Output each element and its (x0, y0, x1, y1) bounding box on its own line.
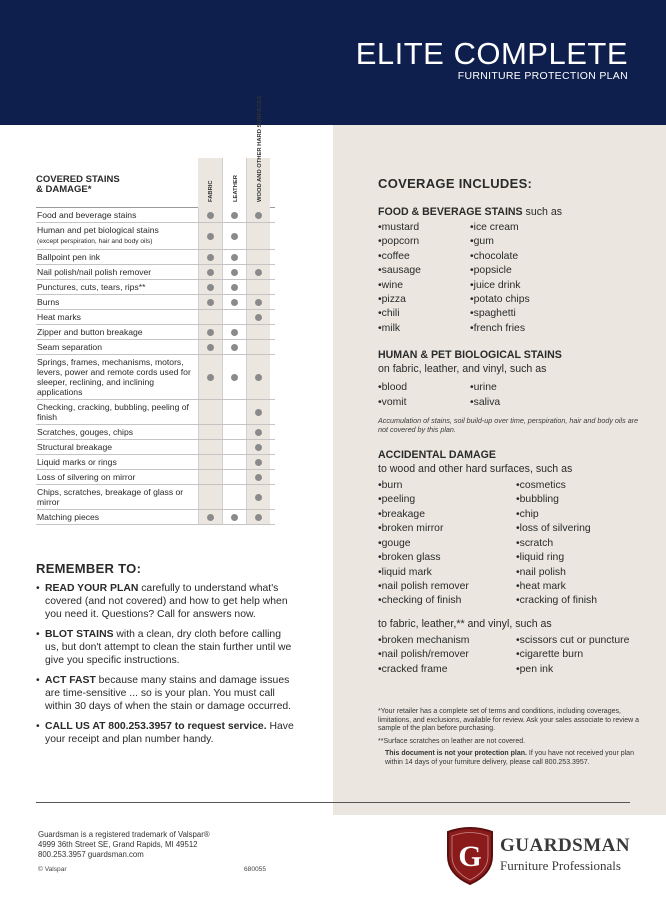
coverage-cell (222, 510, 246, 524)
coverage-cell (198, 295, 222, 309)
food-list-col1 (378, 221, 470, 336)
covered-dot-icon (231, 233, 238, 240)
remember-item-call-us: • CALL US AT 800.253.3957 to request service. Have your receipt and plan number handy. (36, 720, 296, 746)
coverage-cell (222, 208, 246, 222)
stain-type-label: Loss of silvering on mirror (37, 472, 136, 482)
fine-print (378, 708, 644, 772)
table-row (36, 455, 275, 470)
list-item: • saliva (470, 396, 500, 410)
covered-dot-icon (207, 514, 214, 521)
covered-dot-icon (207, 284, 214, 291)
coverage-cell (198, 425, 222, 439)
remember-section (36, 561, 296, 753)
stain-type-label: Human and pet biological stains (except perspiration, hair and body oils) (37, 225, 159, 245)
accidental-hard-list (378, 479, 648, 609)
table-body (36, 208, 275, 525)
guardsman-logo (500, 835, 630, 874)
phone-web-line: 800.253.3957 guardsman.com (38, 850, 144, 859)
table-row (36, 208, 275, 223)
coverage-cell (198, 440, 222, 454)
coverage-cell (222, 223, 246, 249)
list-item: • gouge (378, 537, 516, 551)
list-item: • bubbling (516, 493, 597, 507)
table-header (36, 95, 275, 208)
list-item: • broken mirror (378, 522, 516, 536)
covered-dot-icon (231, 514, 238, 521)
coverage-cell (198, 325, 222, 339)
not-plan-notice: This document is not your protection plan. If you have not received your plan within 14 days of your furniture delivery, please call 800.253.3957. (385, 750, 634, 766)
coverage-cell (222, 265, 246, 279)
list-item: • broken glass (378, 551, 516, 565)
leather-scratch-note: **Surface scratches on leather are not covered. (378, 737, 526, 745)
food-list-col2 (470, 221, 530, 336)
list-item: • scissors cut or puncture (516, 634, 629, 648)
covered-dot-icon (255, 444, 262, 451)
coverage-cell (198, 355, 222, 399)
covered-dot-icon (207, 329, 214, 336)
accidental-soft-subheading: to fabric, leather,** and vinyl, such as (378, 617, 552, 630)
list-item: • checking of finish (378, 594, 516, 608)
covered-dot-icon (255, 374, 262, 381)
covered-dot-icon (231, 254, 238, 261)
list-item: • gum (470, 235, 530, 249)
plan-title: ELITE COMPLETE (355, 36, 628, 71)
coverage-cell (246, 470, 270, 484)
coverage-cell (198, 400, 222, 424)
list-item: • nail polish/remover (378, 648, 516, 662)
accidental-damage-subheading: to wood and other hard surfaces, such as (378, 463, 573, 476)
column-header-wood: WOOD AND OTHER HARD SURFACES (246, 158, 270, 208)
coverage-cell (222, 250, 246, 264)
human-stains-heading: HUMAN & PET BIOLOGICAL STAINS (378, 349, 562, 362)
coverage-cell (222, 440, 246, 454)
list-item: • pizza (378, 293, 470, 307)
remember-item-act-fast: • ACT FAST because many stains and damage issues are time-sensitive ... so is your plan. You must call within 30 days of when the stain or damage occurred. (36, 674, 296, 713)
table-row (36, 425, 275, 440)
coverage-cell (246, 223, 270, 249)
table-row (36, 325, 275, 340)
stain-type-label: Liquid marks or rings (37, 457, 117, 467)
covered-dot-icon (255, 429, 262, 436)
coverage-cell (222, 400, 246, 424)
coverage-cell (222, 470, 246, 484)
stain-type-label: Checking, cracking, bubbling, peeling of finish (37, 402, 189, 422)
coverage-cell (222, 325, 246, 339)
accidental-list-col1 (378, 479, 516, 609)
covered-dot-icon (231, 269, 238, 276)
human-list-col2 (470, 381, 500, 410)
coverage-cell (222, 455, 246, 469)
coverage-cell (246, 440, 270, 454)
coverage-cell (222, 485, 246, 509)
list-item: • popsicle (470, 264, 530, 278)
list-item: • mustard (378, 221, 470, 235)
stain-type-label: Matching pieces (37, 512, 100, 522)
list-item: • chili (378, 307, 470, 321)
stain-type-label: Burns (37, 297, 60, 307)
table-row (36, 223, 275, 250)
header-banner (0, 0, 666, 125)
list-item: • cosmetics (516, 479, 597, 493)
footer-divider (36, 802, 630, 803)
covered-dot-icon (231, 299, 238, 306)
human-list-col1 (378, 381, 470, 410)
covered-dot-icon (255, 494, 262, 501)
stain-type-label: Chips, scratches, breakage of glass or mirror (37, 487, 184, 507)
list-item: • wine (378, 279, 470, 293)
coverage-cell (198, 250, 222, 264)
coverage-cell (222, 340, 246, 354)
covered-dot-icon (207, 299, 214, 306)
table-row (36, 310, 275, 325)
coverage-cell (246, 340, 270, 354)
list-item: • chip (516, 508, 597, 522)
human-stains-subheading: on fabric, leather, and vinyl, such as (378, 363, 547, 376)
coverage-cell (246, 208, 270, 222)
copyright-text: © Valspar (38, 866, 67, 873)
stain-type-label: Punctures, cuts, tears, rips** (37, 282, 146, 292)
food-stains-list (378, 221, 648, 336)
list-item: • popcorn (378, 235, 470, 249)
list-item: • pen ink (516, 663, 629, 677)
list-item: • blood (378, 381, 470, 395)
coverage-cell (246, 325, 270, 339)
remember-item-read-plan: • READ YOUR PLAN carefully to understand what's covered (and not covered) and how to get help when you need it. Questions? Call for answers now. (36, 582, 296, 621)
covered-dot-icon (255, 269, 262, 276)
document-code: 680055 (244, 866, 267, 873)
list-item: • cigarette burn (516, 648, 629, 662)
coverage-cell (198, 470, 222, 484)
list-item: • ice cream (470, 221, 530, 235)
coverage-cell (222, 425, 246, 439)
covered-dot-icon (207, 269, 214, 276)
stain-type-label: Heat marks (37, 312, 81, 322)
list-item: • potato chips (470, 293, 530, 307)
coverage-cell (222, 355, 246, 399)
list-item: • loss of silvering (516, 522, 597, 536)
stain-type-label: Zipper and button breakage (37, 327, 143, 337)
coverage-cell (246, 265, 270, 279)
covered-stains-table (36, 95, 275, 525)
human-stains-note: Accumulation of stains, soil build-up over time, perspiration, hair and body oils are not covered by this plan. (378, 416, 639, 435)
coverage-cell (246, 310, 270, 324)
coverage-cell (246, 355, 270, 399)
covered-dot-icon (255, 459, 262, 466)
covered-dot-icon (207, 212, 214, 219)
coverage-cell (198, 340, 222, 354)
table-row (36, 295, 275, 310)
plan-subtitle: FURNITURE PROTECTION PLAN (457, 70, 628, 82)
logo-brand: GUARDSMAN (500, 835, 631, 856)
list-item: • burn (378, 479, 516, 493)
stain-type-label: Springs, frames, mechanisms, motors, levers, power and remote cords used for sleeper, reclining, and inclining applications (37, 357, 191, 397)
coverage-cell (198, 310, 222, 324)
list-item: • french fries (470, 322, 530, 336)
covered-dot-icon (231, 212, 238, 219)
coverage-cell (246, 425, 270, 439)
list-item: • broken mechanism (378, 634, 516, 648)
coverage-cell (198, 485, 222, 509)
table-row (36, 440, 275, 455)
stain-type-label: Ballpoint pen ink (37, 252, 101, 262)
covered-dot-icon (231, 329, 238, 336)
coverage-cell (246, 455, 270, 469)
covered-dot-icon (231, 284, 238, 291)
trademark-line: Guardsman is a registered trademark of Valspar® (38, 830, 210, 839)
coverage-cell (246, 280, 270, 294)
stain-type-label: Structural breakage (37, 442, 112, 452)
covered-dot-icon (255, 474, 262, 481)
covered-dot-icon (207, 344, 214, 351)
list-item: • scratch (516, 537, 597, 551)
covered-dot-icon (231, 344, 238, 351)
coverage-cell (198, 208, 222, 222)
stain-type-label: Scratches, gouges, chips (37, 427, 134, 437)
coverage-cell (198, 265, 222, 279)
accidental-list-col4 (516, 634, 629, 677)
table-row (36, 250, 275, 265)
logo-tagline: Furniture Professionals (500, 858, 621, 873)
list-item: • spaghetti (470, 307, 530, 321)
list-item: • cracking of finish (516, 594, 597, 608)
covered-dot-icon (207, 254, 214, 261)
column-header-leather: LEATHER (222, 158, 246, 208)
coverage-cell (246, 295, 270, 309)
coverage-cell (246, 250, 270, 264)
remember-item-blot-stains: • BLOT STAINS with a clean, dry cloth before calling us, but don't attempt to clean the stain further until we give you specific instructions. (36, 628, 296, 667)
table-row (36, 265, 275, 280)
coverage-cell (246, 510, 270, 524)
list-item: • vomit (378, 396, 470, 410)
stain-type-label: Nail polish/nail polish remover (37, 267, 152, 277)
accidental-list-col2 (516, 479, 597, 609)
table-row (36, 485, 275, 510)
table-row (36, 280, 275, 295)
coverage-cell (222, 295, 246, 309)
coverage-cell (246, 485, 270, 509)
food-stains-heading: FOOD & BEVERAGE STAINS such as (378, 206, 563, 218)
coverage-cell (198, 223, 222, 249)
coverage-cell (198, 510, 222, 524)
coverage-section (378, 176, 648, 677)
coverage-cell (222, 310, 246, 324)
list-item: • urine (470, 381, 500, 395)
covered-dot-icon (255, 409, 262, 416)
remember-title: REMEMBER TO: (36, 561, 142, 576)
table-row (36, 400, 275, 425)
column-header-fabric: FABRIC (198, 158, 222, 208)
covered-dot-icon (255, 299, 262, 306)
table-row (36, 340, 275, 355)
table-title: COVERED STAINS & DAMAGE* (36, 174, 120, 195)
list-item: • cracked frame (378, 663, 516, 677)
list-item: • sausage (378, 264, 470, 278)
accidental-list-col3 (378, 634, 516, 677)
list-item: • liquid mark (378, 566, 516, 580)
stain-type-label: Seam separation (37, 342, 102, 352)
coverage-cell (198, 280, 222, 294)
accidental-soft-list (378, 634, 648, 677)
covered-dot-icon (255, 514, 262, 521)
footer-contact (38, 830, 210, 860)
list-item: • heat mark (516, 580, 597, 594)
list-item: • juice drink (470, 279, 530, 293)
list-item: • coffee (378, 250, 470, 264)
list-item: • nail polish remover (378, 580, 516, 594)
covered-dot-icon (207, 233, 214, 240)
table-row (36, 510, 275, 525)
table-row (36, 355, 275, 400)
stain-type-label: Food and beverage stains (37, 210, 137, 220)
list-item: • chocolate (470, 250, 530, 264)
covered-dot-icon (255, 314, 262, 321)
list-item: • peeling (378, 493, 516, 507)
list-item: • nail polish (516, 566, 597, 580)
covered-dot-icon (231, 374, 238, 381)
accidental-damage-heading: ACCIDENTAL DAMAGE (378, 449, 496, 462)
list-item: • milk (378, 322, 470, 336)
retailer-terms-note: *Your retailer has a complete set of terms and conditions, including coverages, limitations, and exclusions, available for review. Ask your sales associate to review a sample of the plan before purchasing. (378, 708, 640, 733)
covered-dot-icon (255, 212, 262, 219)
address-line: 4999 36th Street SE, Grand Rapids, MI 49512 (38, 840, 198, 849)
coverage-cell (198, 455, 222, 469)
list-item: • liquid ring (516, 551, 597, 565)
covered-dot-icon (207, 374, 214, 381)
human-stains-list (378, 381, 648, 410)
coverage-cell (222, 280, 246, 294)
coverage-title: COVERAGE INCLUDES: (378, 176, 533, 191)
table-row (36, 470, 275, 485)
svg-text:G: G (458, 840, 482, 873)
coverage-cell (246, 400, 270, 424)
list-item: • breakage (378, 508, 516, 522)
